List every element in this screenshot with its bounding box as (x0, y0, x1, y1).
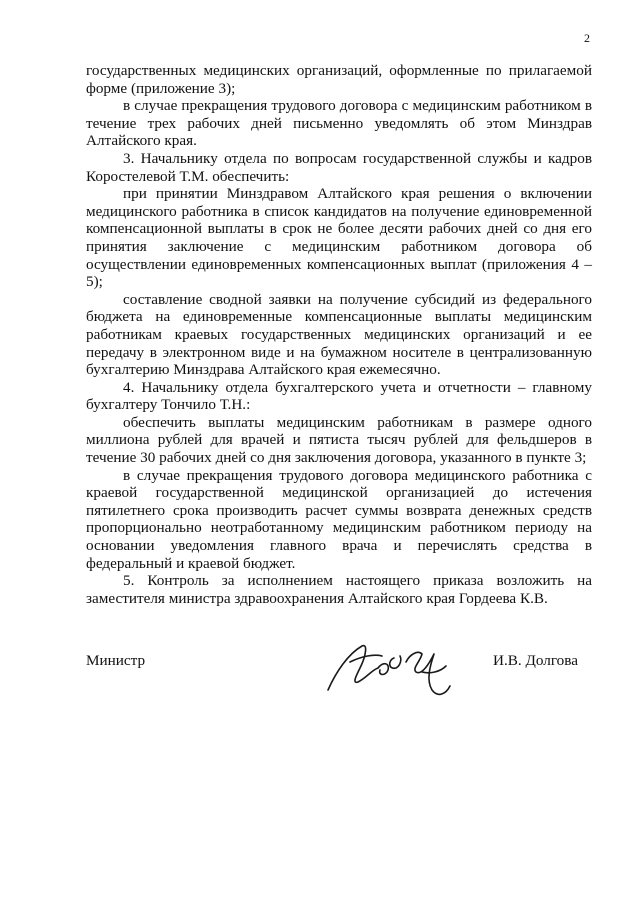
page-number: 2 (584, 31, 590, 45)
paragraph-item-4: 4. Начальнику отдела бухгалтерского учета и отчетности – главному бухгалтеру Тончило Т.Н.: (86, 378, 592, 414)
signatory-name: И.В. Долгова (493, 652, 578, 669)
document-body (86, 62, 592, 607)
paragraph-item-5: 5. Контроль за исполнением настоящего приказа возложить на заместителя министра здравоохранения Алтайского края Гордеева К.В. (86, 572, 592, 607)
paragraph-item-4-payments: обеспечить выплаты медицинским работникам в размере одного миллиона рублей для врачей и пятиста тысяч рублей для фельдшеров в течение 30 рабочих дней со дня заключения договора, указанного в пункте 3; (86, 413, 592, 467)
signature-block (86, 652, 592, 712)
paragraph-item-4-refund: в случае прекращения трудового договора медицинского работника с краевой государственной медицинской организацией до истечения пятилетнего срока производить расчет суммы возврата денежных средств пропорционально неотработанному медицинским работником периоду на основании уведомления главного врача и перечислять средства в федеральный и краевой бюджет. (86, 466, 592, 572)
paragraph-item-3-summary-request: составление сводной заявки на получение субсидий из федерального бюджета на единовременные компенсационные выплаты медицинским работникам краевых государственных медицинских организаций и ее передачу в электронном виде и на бумажном носителе в централизованную бухгалтерию Минздрава Алтайского края ежемесячно. (86, 290, 592, 379)
paragraph-item-3: 3. Начальнику отдела по вопросам государственной службы и кадров Коростелевой Т.М. обеспечить: (86, 149, 592, 185)
paragraph-continuation: государственных медицинских организаций, оформленные по прилагаемой форме (приложение 3); (86, 62, 592, 97)
handwritten-signature (322, 632, 482, 712)
paragraph-termination-notice: в случае прекращения трудового договора с медицинским работником в течение трех рабочих дней письменно уведомлять об этом Минздрав Алтайского края. (86, 97, 592, 150)
paragraph-item-3-contract: при принятии Минздравом Алтайского края решения о включении медицинского работника в список кандидатов на получение единовременной компенсационной выплаты в срок не более десяти рабочих дней со дня его принятия заключение с медицинским работником договора об осуществлении единовременных компенсационных выплат (приложения 4 – 5); (86, 185, 592, 291)
signatory-title: Министр (86, 652, 146, 669)
